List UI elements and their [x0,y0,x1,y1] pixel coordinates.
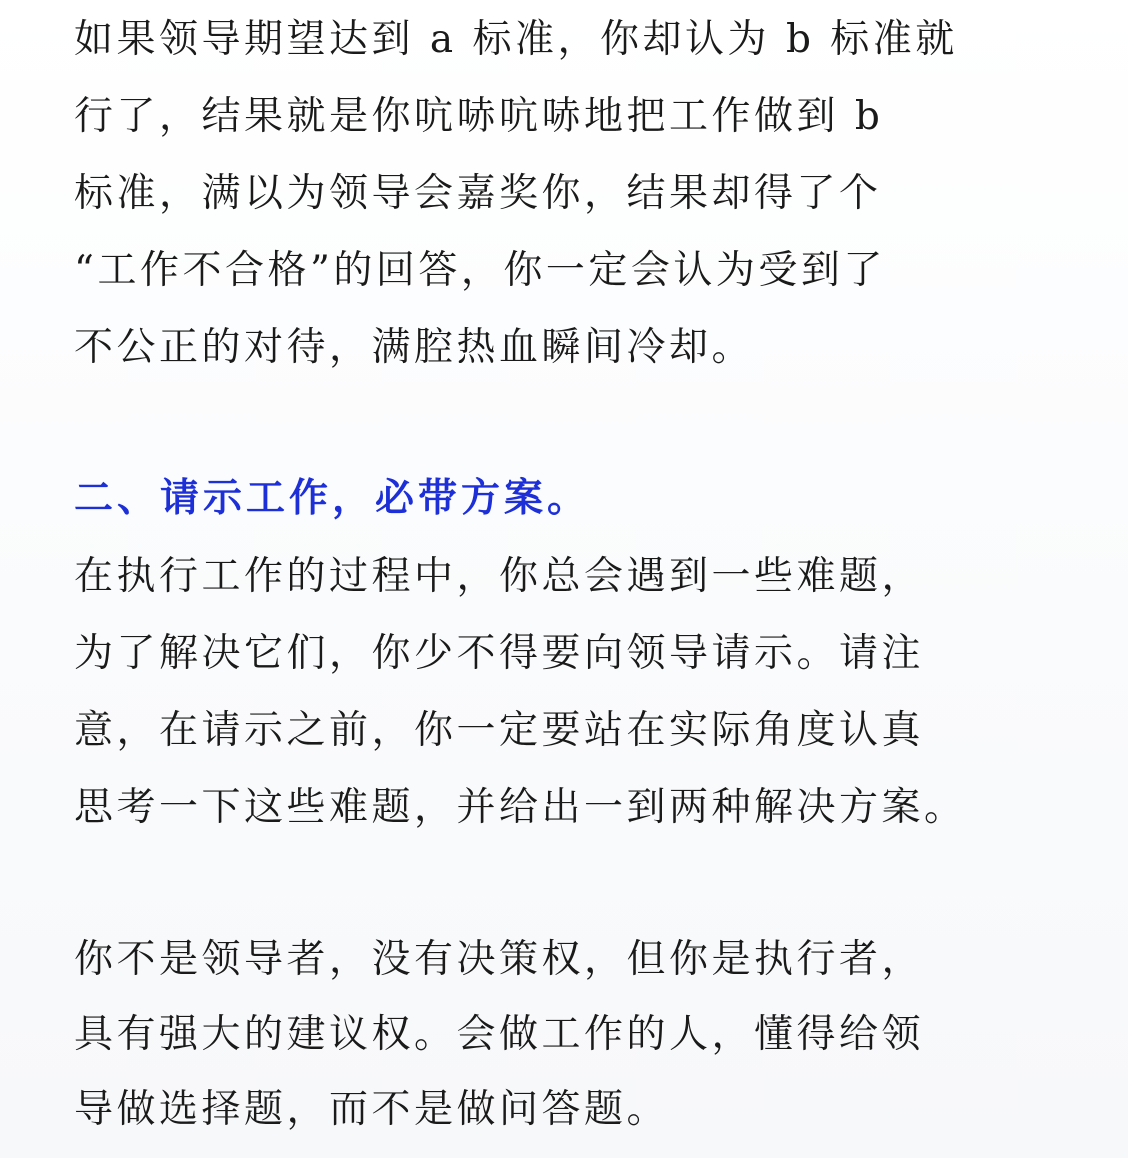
paragraph1-line-3: 标准，满以为领导会嘉奖你，结果却得了个 [74,171,882,216]
paragraph2-line-2: 为了解决它们，你少不得要向领导请示。请注 [74,631,925,676]
paragraph1-line-2: 行了，结果就是你吭哧吭哧地把工作做到 b [74,94,884,139]
section-heading: 二、请示工作，必带方案。 [74,476,591,521]
paragraph3-line-3: 导做选择题，而不是做问答题。 [74,1087,670,1132]
paragraph3-line-2: 具有强大的建议权。会做工作的人，懂得给领 [74,1012,925,1057]
paragraph3-line-1: 你不是领导者，没有决策权，但你是执行者， [74,937,925,982]
paragraph1-line-4: “工作不合格”的回答，你一定会认为受到了 [74,248,886,293]
paragraph1-line-1: 如果领导期望达到 a 标准，你却认为 b 标准就 [74,17,958,62]
paragraph2-line-3: 意，在请示之前，你一定要站在实际角度认真 [74,708,925,753]
paragraph1-line-5: 不公正的对待，满腔热血瞬间冷却。 [74,325,755,370]
paragraph2-line-1: 在执行工作的过程中，你总会遇到一些难题， [74,554,925,599]
paragraph2-line-4: 思考一下这些难题，并给出一到两种解决方案。 [74,785,967,830]
